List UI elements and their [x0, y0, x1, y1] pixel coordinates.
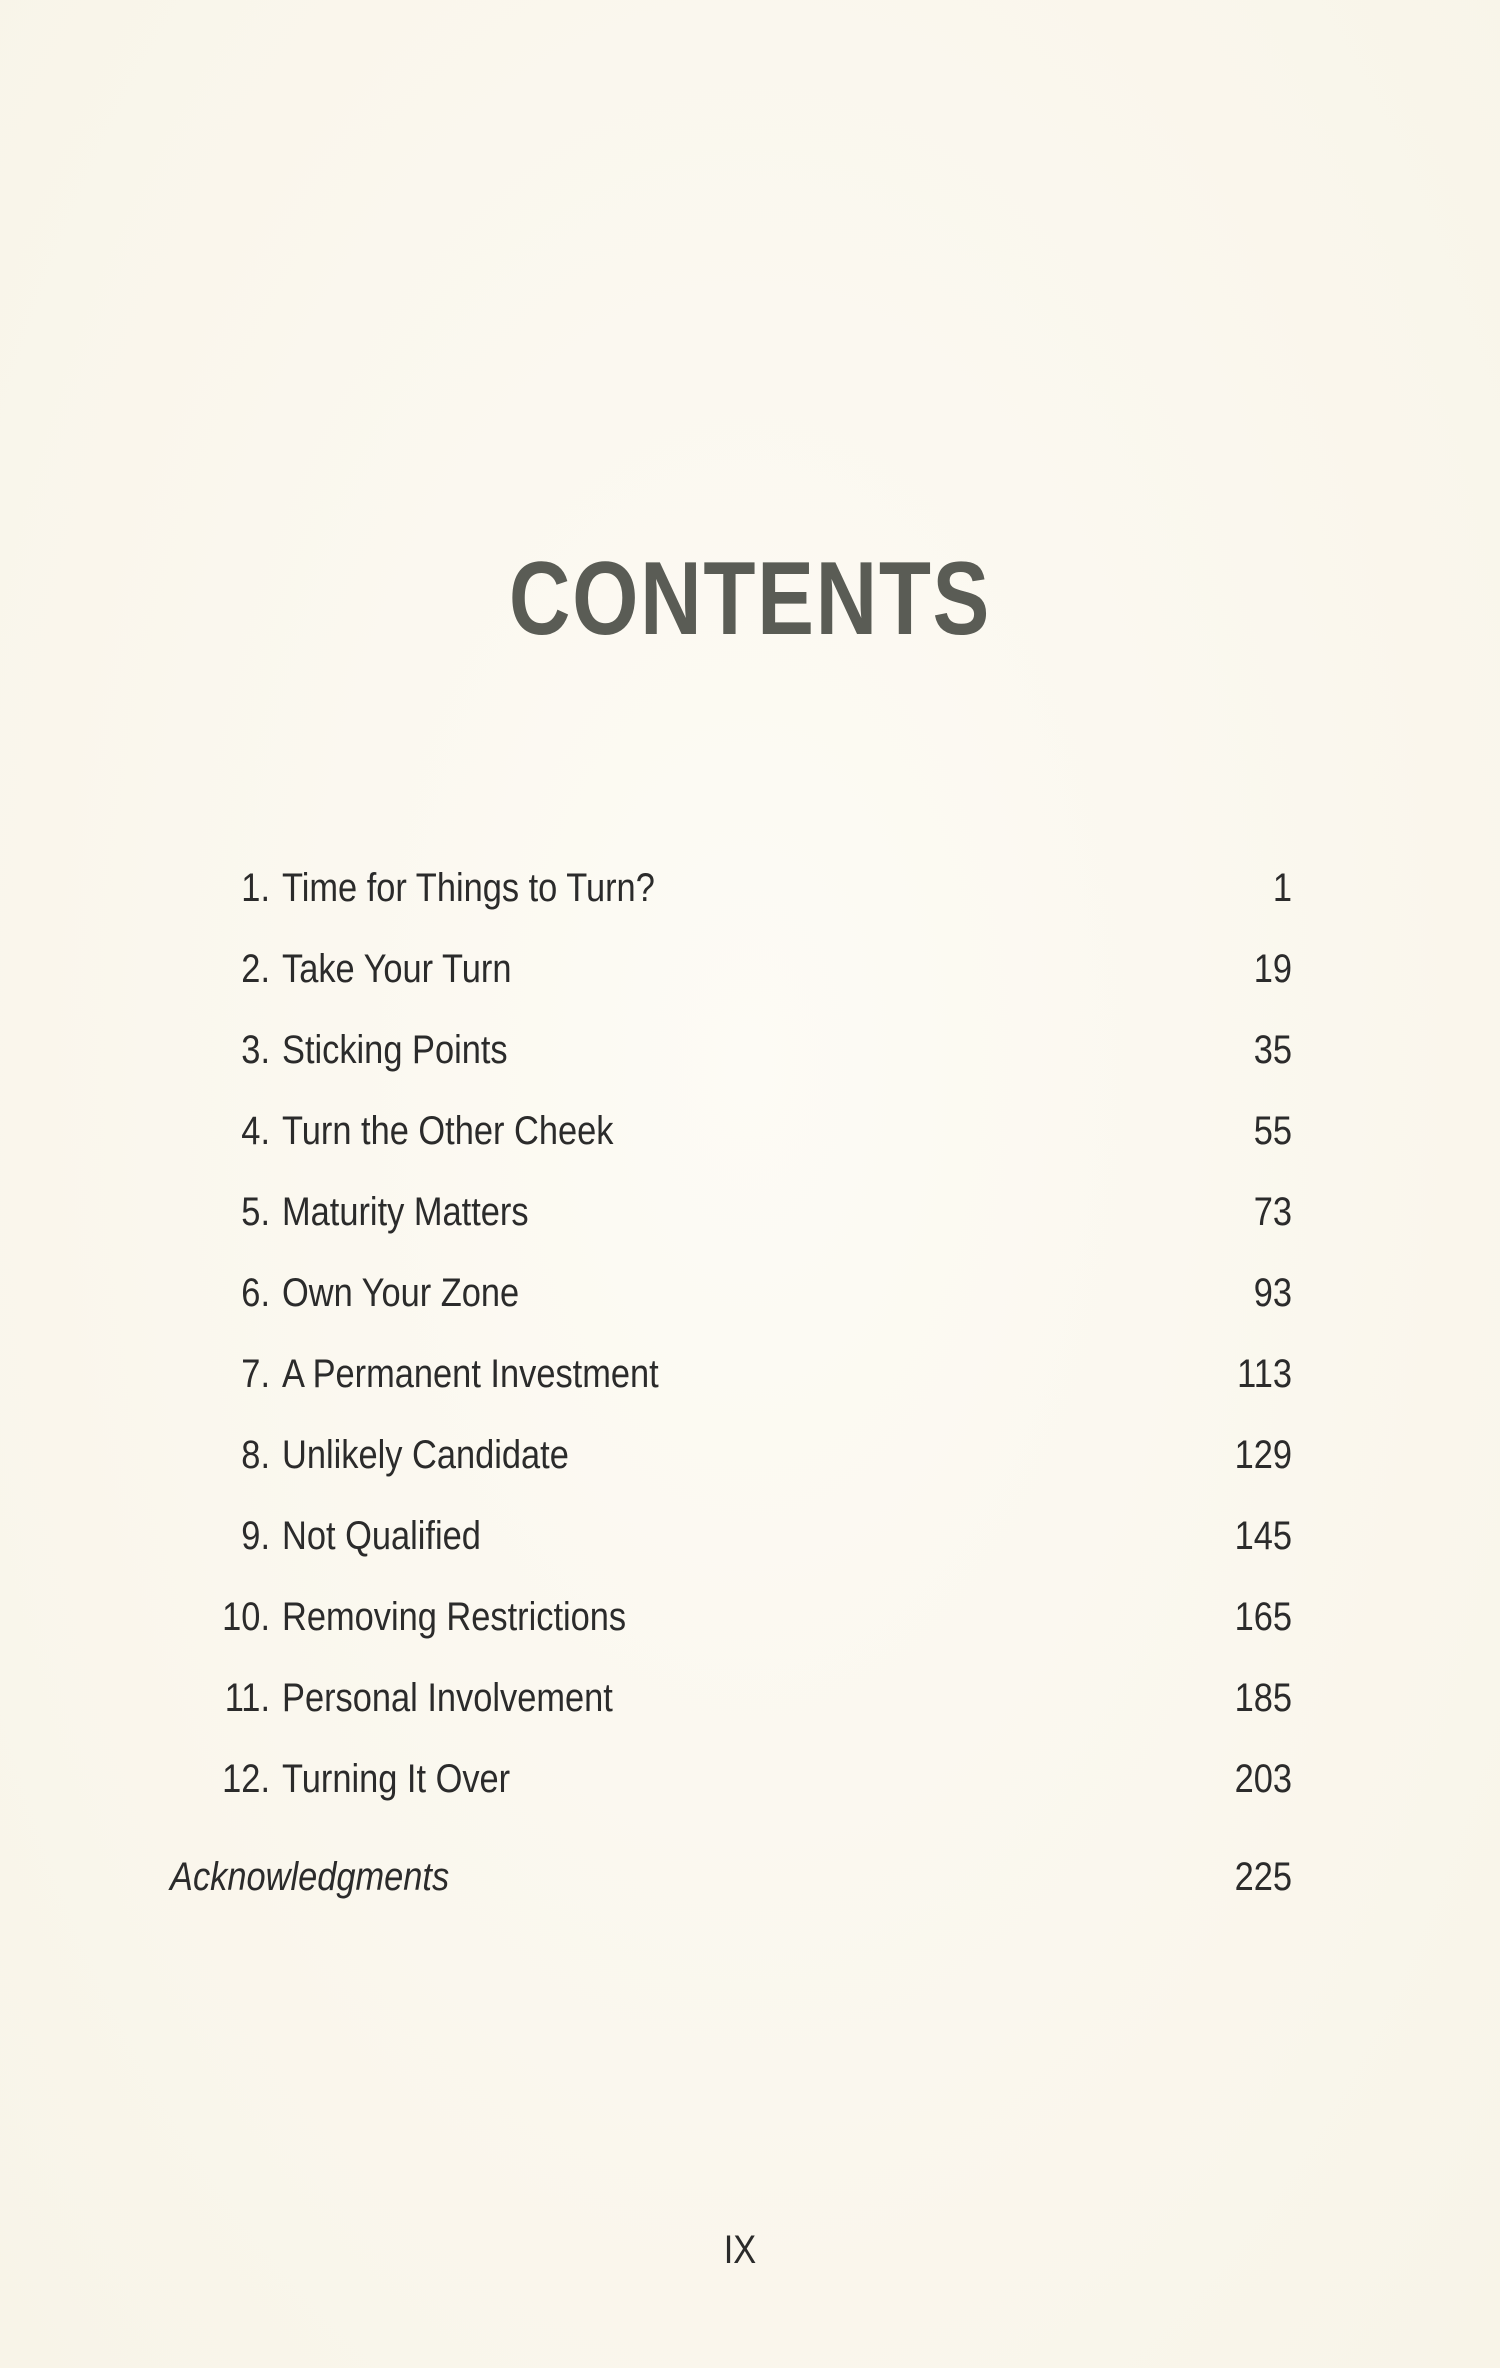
chapter-page: 185: [1234, 1676, 1292, 1720]
chapter-page: 165: [1234, 1595, 1292, 1639]
chapter-page: 19: [1253, 947, 1292, 991]
chapter-number: 2.: [241, 947, 270, 991]
chapter-number: 4.: [241, 1109, 270, 1153]
chapter-title: Turn the Other Cheek: [282, 1109, 614, 1153]
chapter-title: Unlikely Candidate: [282, 1433, 569, 1477]
toc-entry-acknowledgments[interactable]: [0, 1847, 1500, 1907]
toc-entry-3[interactable]: [0, 1020, 1500, 1080]
toc-entry-12[interactable]: [0, 1749, 1500, 1809]
toc-entry-6[interactable]: [0, 1263, 1500, 1323]
chapter-number: 9.: [241, 1514, 270, 1558]
toc-entry-7[interactable]: [0, 1344, 1500, 1404]
chapter-title: Maturity Matters: [282, 1190, 529, 1234]
chapter-number: 12.: [222, 1757, 270, 1801]
chapter-page: 145: [1234, 1514, 1292, 1558]
chapter-title: Removing Restrictions: [282, 1595, 627, 1639]
chapter-page: 113: [1237, 1352, 1292, 1396]
toc-entry-1[interactable]: [0, 858, 1500, 918]
page-folio: IX: [723, 2228, 757, 2272]
chapter-number: 7.: [241, 1352, 270, 1396]
chapter-page: 203: [1234, 1757, 1292, 1801]
chapter-title: Own Your Zone: [282, 1271, 520, 1315]
chapter-page: 1: [1272, 866, 1292, 910]
toc-entry-11[interactable]: [0, 1668, 1500, 1728]
chapter-title: Personal Involvement: [282, 1676, 613, 1720]
back-matter-title: Acknowledgments: [170, 1855, 450, 1899]
chapter-title: Take Your Turn: [282, 947, 512, 991]
toc-entry-2[interactable]: [0, 939, 1500, 999]
chapter-number: 1.: [241, 866, 270, 910]
chapter-title: Not Qualified: [282, 1514, 481, 1558]
toc-entry-9[interactable]: [0, 1506, 1500, 1566]
page-title: CONTENTS: [508, 541, 992, 657]
chapter-title: Time for Things to Turn?: [282, 866, 655, 910]
toc-entry-4[interactable]: [0, 1101, 1500, 1161]
chapter-title: A Permanent Investment: [282, 1352, 659, 1396]
chapter-page: 93: [1253, 1271, 1292, 1315]
chapter-number: 10.: [222, 1595, 270, 1639]
chapter-number: 8.: [241, 1433, 270, 1477]
chapter-title: Sticking Points: [282, 1028, 508, 1072]
toc-entry-10[interactable]: [0, 1587, 1500, 1647]
chapter-page: 55: [1253, 1109, 1292, 1153]
toc-entry-5[interactable]: [0, 1182, 1500, 1242]
chapter-page: 35: [1253, 1028, 1292, 1072]
chapter-number: 6.: [241, 1271, 270, 1315]
chapter-number: 11.: [224, 1676, 270, 1720]
toc-entry-8[interactable]: [0, 1425, 1500, 1485]
chapter-page: 129: [1234, 1433, 1292, 1477]
chapter-number: 5.: [241, 1190, 270, 1234]
back-matter-page: 225: [1234, 1855, 1292, 1899]
chapter-number: 3.: [241, 1028, 270, 1072]
chapter-title: Turning It Over: [282, 1757, 511, 1801]
chapter-page: 73: [1253, 1190, 1292, 1234]
